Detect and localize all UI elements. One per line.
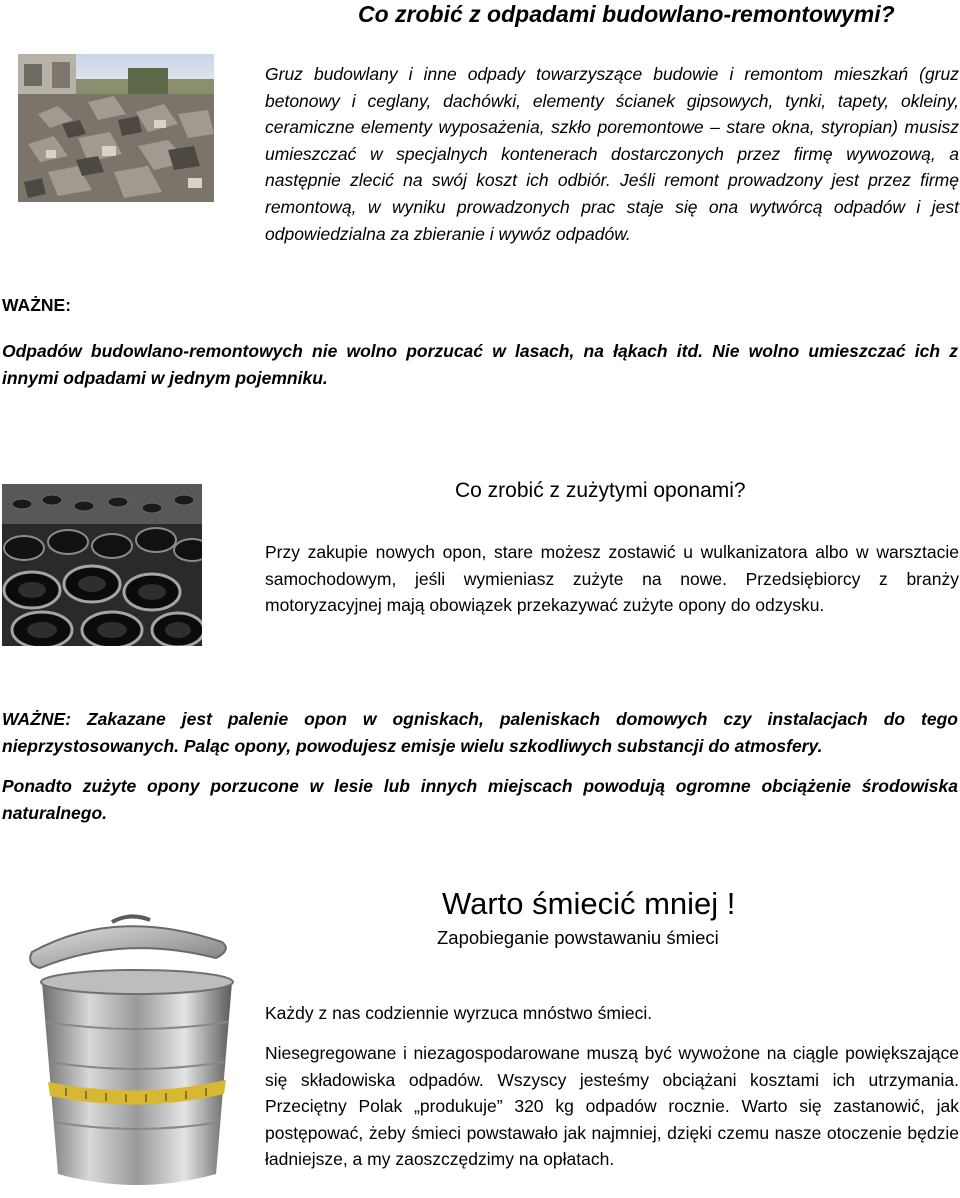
tires-important-text: WAŻNE: Zakazane jest palenie opon w ogniskach, paleniskach domowych czy instalacjach do tego nieprzystosowanych. Paląc opony, powodujesz emisje wielu szkodliwych substancji do atmosfery. xyxy=(2,709,958,756)
construction-waste-text-1: Gruz budowlany i inne odpady towarzyszące budowie i remontom mieszkań (gruz betonowy i ceglany, dachówki, elementy ścianek gipsowych, tynki, tapety, okleiny, ceramiczne elementy wyposażenia, szkło poremontowe – stare okna, styropian) musisz umieszczać w specjalnych kontenerach dostarczonych przez firmę wywozową, a następnie zlecić na swój koszt ich odbiór. xyxy=(265,64,959,191)
reduce-waste-paragraph-2: Niesegregowane i niezagospodarowane muszą być wywożone na ciągle powiększające się składowiska odpadów. Wszyscy jesteśmy obciążani kosztami ich utrzymania. Przeciętny Polak „produkuje” 320 kg odpadów rocznie. Warto się zastanowić, jak postępować, żeby śmieci powstawało jak najmniej, dzięki czemu nasze otoczenie będzie ładniejsze, a my zaoszczędzimy na opłatach. xyxy=(265,1043,959,1170)
tires-image xyxy=(2,484,202,646)
trash-can-photo xyxy=(26,912,248,1196)
reduce-waste-paragraph-1: Każdy z nas codziennie wyrzuca mnóstwo śmieci. xyxy=(265,1003,653,1023)
tires-text-1: Przy zakupie nowych opon, stare możesz zostawić u wulkanizatora albo w warsztacie samochodowym, jeśli wymieniasz zużyte na nowe. xyxy=(265,542,959,589)
tires-paragraph xyxy=(265,539,959,619)
trash-can-image xyxy=(26,912,248,1196)
construction-waste-text-2: Jeśli remont prowadzony jest przez firmę remontową, w wyniku prowadzonych prac staje się ona wytwórcą odpadów i jest odpowiedzialna za zbieranie i wywóz odpadów. xyxy=(265,170,959,244)
section-title-construction-waste: Co zrobić z odpadami budowlano-remontowymi? xyxy=(358,1,895,27)
section-subtitle-prevention: Zapobieganie powstawaniu śmieci xyxy=(437,927,719,948)
important-label: WAŻNE: xyxy=(2,295,72,315)
rubble-photo xyxy=(18,54,214,202)
tires-text-2: Przedsiębiorcy z branży motoryzacyjnej mają obowiązek przekazywać zużyte opony do odzysku. xyxy=(265,568,959,616)
rubble-image xyxy=(18,54,214,202)
tires-photo xyxy=(2,484,202,646)
construction-important-text: Odpadów budowlano-remontowych nie wolno porzucać w lasach, na łąkach itd. Nie wolno umieszczać ich z innymi odpadami w jednym pojemniku. xyxy=(2,341,958,388)
construction-waste-paragraph xyxy=(265,61,959,247)
section-title-tires: Co zrobić z zużytymi oponami? xyxy=(455,479,746,502)
section-title-reduce-waste: Warto śmiecić mniej ! xyxy=(442,886,736,921)
tires-environment-text: Ponadto zużyte opony porzucone w lesie lub innych miejscach powodują ogromne obciążenie środowiska naturalnego. xyxy=(2,776,958,823)
